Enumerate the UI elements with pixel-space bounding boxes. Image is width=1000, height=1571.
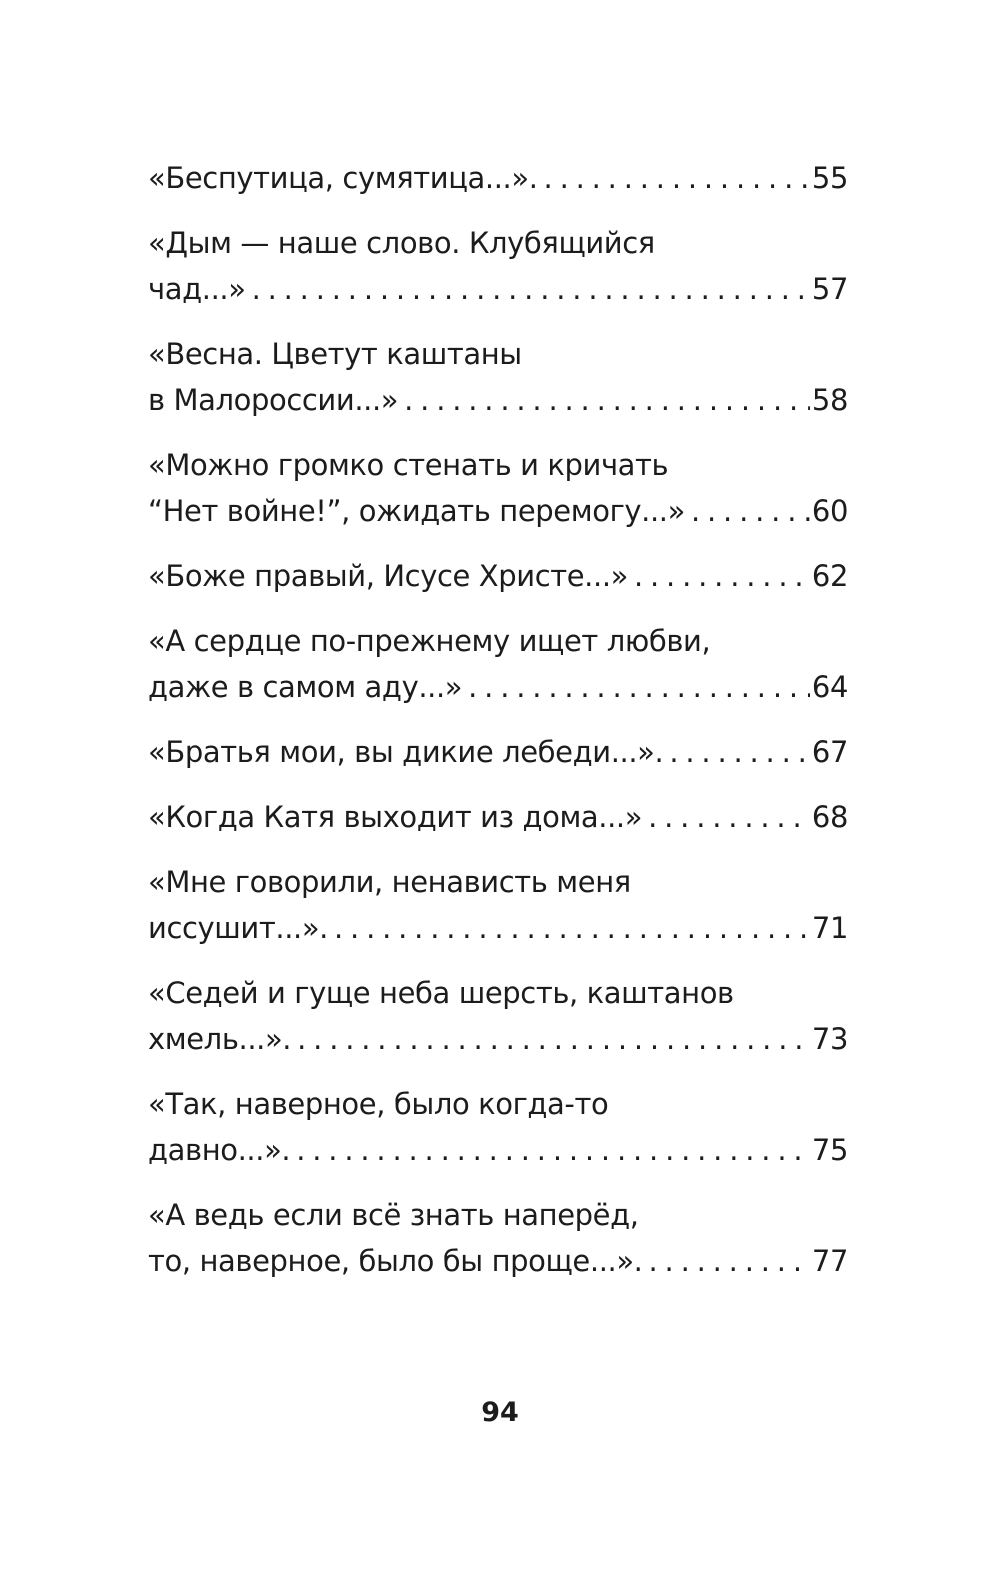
toc-entry-page: 75 xyxy=(811,1133,848,1167)
toc-entry-title-line: «А сердце по-прежнему ищет любви, xyxy=(148,624,711,658)
toc-entry-title: «Беспутица, сумятица...». xyxy=(148,161,538,195)
dot-leader xyxy=(634,553,810,599)
toc-entry[interactable] xyxy=(148,618,848,710)
toc-entry-title: даже в самом аду...» xyxy=(148,670,463,704)
toc-entry-title: “Нет войне!”, ожидать перемогу...» xyxy=(148,494,685,528)
toc-entry[interactable] xyxy=(148,729,848,775)
toc-entry-title-line: «Седей и гуще неба шерсть, каштанов xyxy=(148,976,734,1010)
toc-entry-page: 71 xyxy=(811,911,848,945)
toc-entry-page: 64 xyxy=(811,670,848,704)
toc-entry[interactable] xyxy=(148,859,848,951)
toc-entry-page: 57 xyxy=(811,272,848,306)
toc-entry-page: 58 xyxy=(811,383,848,417)
toc-entry[interactable] xyxy=(148,442,848,534)
toc-entry-page: 73 xyxy=(811,1022,848,1056)
toc-entry-title: «Когда Катя выходит из дома...» xyxy=(148,800,643,834)
toc-entry-page: 77 xyxy=(811,1244,848,1278)
page-number: 94 xyxy=(481,1397,519,1428)
toc-entry[interactable] xyxy=(148,331,848,423)
toc-entry-last-line xyxy=(148,1016,848,1062)
toc-entry-last-line xyxy=(148,377,848,423)
toc-entry-title-line: «А ведь если всё знать наперёд, xyxy=(148,1198,639,1232)
toc-entry[interactable] xyxy=(148,970,848,1062)
toc-entry[interactable] xyxy=(148,1192,848,1284)
toc-entry-last-line xyxy=(148,1238,848,1284)
dot-leader xyxy=(296,1127,810,1173)
toc-entry-last-line xyxy=(148,553,848,599)
toc-entry-title: «Братья мои, вы дикие лебеди...». xyxy=(148,735,664,769)
toc-entry-title: «Боже правый, Исусе Христе...» xyxy=(148,559,628,593)
toc-entry-title: в Малороссии...» xyxy=(148,383,399,417)
toc-entry[interactable] xyxy=(148,1081,848,1173)
toc-entry[interactable] xyxy=(148,794,848,840)
toc-entry-title-line: «Весна. Цветут каштаны xyxy=(148,337,522,371)
toc-entry-page: 67 xyxy=(811,735,848,769)
toc-entry-title: давно...». xyxy=(148,1133,291,1167)
dot-leader xyxy=(468,664,810,710)
toc-entry-last-line xyxy=(148,266,848,312)
toc-entry-last-line xyxy=(148,1127,848,1173)
table-of-contents xyxy=(148,155,848,1303)
dot-leader xyxy=(297,1016,810,1062)
toc-entry-page: 55 xyxy=(811,161,848,195)
toc-entry-page: 60 xyxy=(811,494,848,528)
toc-entry-title-line: «Так, наверное, было когда-то xyxy=(148,1087,609,1121)
toc-entry-title-line: «Можно громко стенать и кричать xyxy=(148,448,669,482)
toc-entry-last-line xyxy=(148,155,848,201)
dot-leader xyxy=(648,794,810,840)
toc-entry[interactable] xyxy=(148,220,848,312)
toc-entry-last-line xyxy=(148,729,848,775)
toc-entry-last-line xyxy=(148,794,848,840)
toc-entry-title: чад...» xyxy=(148,272,246,306)
toc-entry-last-line xyxy=(148,905,848,951)
dot-leader xyxy=(252,266,810,312)
toc-entry[interactable] xyxy=(148,553,848,599)
toc-entry-page: 62 xyxy=(811,559,848,593)
toc-entry-last-line xyxy=(148,664,848,710)
toc-entry-title: то, наверное, было бы проще...». xyxy=(148,1244,643,1278)
dot-leader xyxy=(691,488,810,534)
dot-leader xyxy=(669,729,810,775)
toc-entry-title-line: «Мне говорили, ненависть меня xyxy=(148,865,631,899)
dot-leader xyxy=(334,905,810,951)
dot-leader xyxy=(404,377,810,423)
toc-entry-title: иссушит...». xyxy=(148,911,328,945)
toc-entry[interactable] xyxy=(148,155,848,201)
toc-entry-last-line xyxy=(148,488,848,534)
toc-entry-page: 68 xyxy=(811,800,848,834)
dot-leader xyxy=(649,1238,810,1284)
toc-entry-title-line: «Дым — наше слово. Клубящийся xyxy=(148,226,655,260)
toc-entry-title: хмель...». xyxy=(148,1022,292,1056)
dot-leader xyxy=(544,155,810,201)
